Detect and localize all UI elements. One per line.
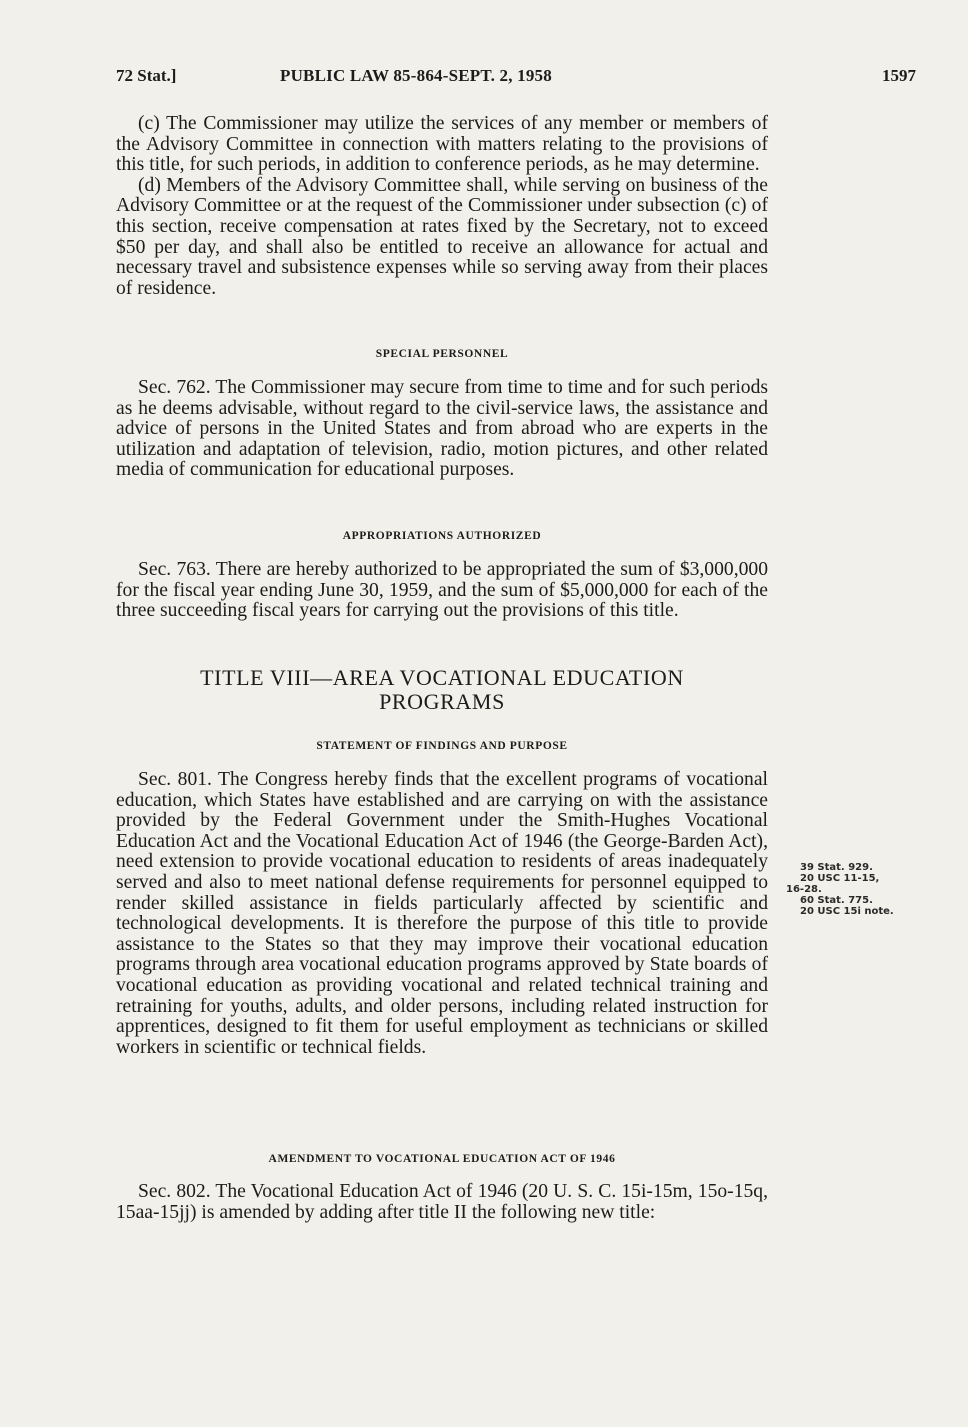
heading-appropriations-authorized: APPROPRIATIONS AUTHORIZED bbox=[342, 530, 542, 542]
margin-citation-2: 20 USC 11-15, bbox=[800, 873, 880, 884]
subsections-c-d bbox=[116, 114, 768, 299]
margin-citation-5: 20 USC 15i note. bbox=[800, 906, 894, 917]
statute-volume: 72 Stat.] bbox=[116, 66, 177, 85]
title-viii-line-1: TITLE VIII—AREA VOCATIONAL EDUCATION bbox=[200, 665, 684, 690]
section-801: Sec. 801. The Congress hereby finds that the excellent programs of vocational education, which States have established and are carrying on with the assistance provided by the Federal Government under the Smith-Hughes Vocational Education Act and the Vocational Education Act of 1946 (the George-Barden Act), need extension to provide vocational education to residents of areas inadequately served and also to meet national defense requirements for personnel equipped to render skilled assistance in fields particularly affected by scientific and technological developments. It is therefore the purpose of this title to provide assistance to the States so that they may improve their vocational education programs through area vocational education programs approved by State boards of vocational education as providing vocational and related technical training and retraining for youths, adults, and older persons, including related instruction for apprentices, designed to fit them for useful employment as technicians or skilled workers in scientific or technical fields. bbox=[116, 769, 768, 1058]
section-762: Sec. 762. The Commissioner may secure from time to time and for such periods as he deems advisable, without regard to the civil-service laws, the assistance and advice of persons in the United States and from abroad who are experts in the utilization and adaptation of television, radio, motion pictures, and other related media of communication for educational purposes. bbox=[116, 377, 768, 481]
subsection-c: (c) The Commissioner may utilize the services of any member or members of the Advisory Committee in connection with matters relating to the provisions of this title, for such periods, in addition to conference periods, as he may determine. bbox=[116, 113, 768, 176]
subsection-d: (d) Members of the Advisory Committee shall, while serving on business of the Advisory Committee or at the request of the Commissioner under subsection (c) of this section, receive compensation at rates fixed by the Secretary, not to exceed $50 per day, and shall also be entitled to receive an allowance for actual and necessary travel and subsistence expenses while so serving away from their places of residence. bbox=[116, 174, 768, 299]
margin-citation-4: 60 Stat. 775. bbox=[800, 895, 873, 906]
section-802-block bbox=[116, 1182, 768, 1223]
margin-citation-3: 16-28. bbox=[786, 884, 822, 895]
heading-findings-purpose: STATEMENT OF FINDINGS AND PURPOSE bbox=[316, 740, 568, 752]
margin-citation-1: 39 Stat. 929. bbox=[800, 862, 873, 873]
section-763: Sec. 763. There are hereby authorized to be appropriated the sum of $3,000,000 for the fiscal year ending June 30, 1959, and the sum of $5,000,000 for each of the three succeeding fiscal years for carrying out the provisions of this title. bbox=[116, 559, 768, 622]
page-number: 1597 bbox=[882, 66, 916, 85]
heading-amendment-voc-ed-act: AMENDMENT TO VOCATIONAL EDUCATION ACT OF 1946 bbox=[268, 1153, 616, 1165]
section-763-block bbox=[116, 560, 768, 622]
marginal-citations bbox=[786, 862, 926, 917]
section-802: Sec. 802. The Vocational Education Act of 1946 (20 U. S. C. 15i-15m, 15o-15q, 15aa-15jj) is amended by adding after title II the following new title: bbox=[116, 1181, 768, 1223]
title-viii-heading bbox=[116, 666, 768, 714]
running-head bbox=[116, 66, 916, 90]
law-citation: PUBLIC LAW 85-864-SEPT. 2, 1958 bbox=[280, 66, 552, 85]
title-viii-line-2: PROGRAMS bbox=[379, 689, 505, 714]
heading-special-personnel: SPECIAL PERSONNEL bbox=[375, 348, 509, 360]
section-801-block bbox=[116, 770, 768, 1058]
section-762-block bbox=[116, 378, 768, 481]
